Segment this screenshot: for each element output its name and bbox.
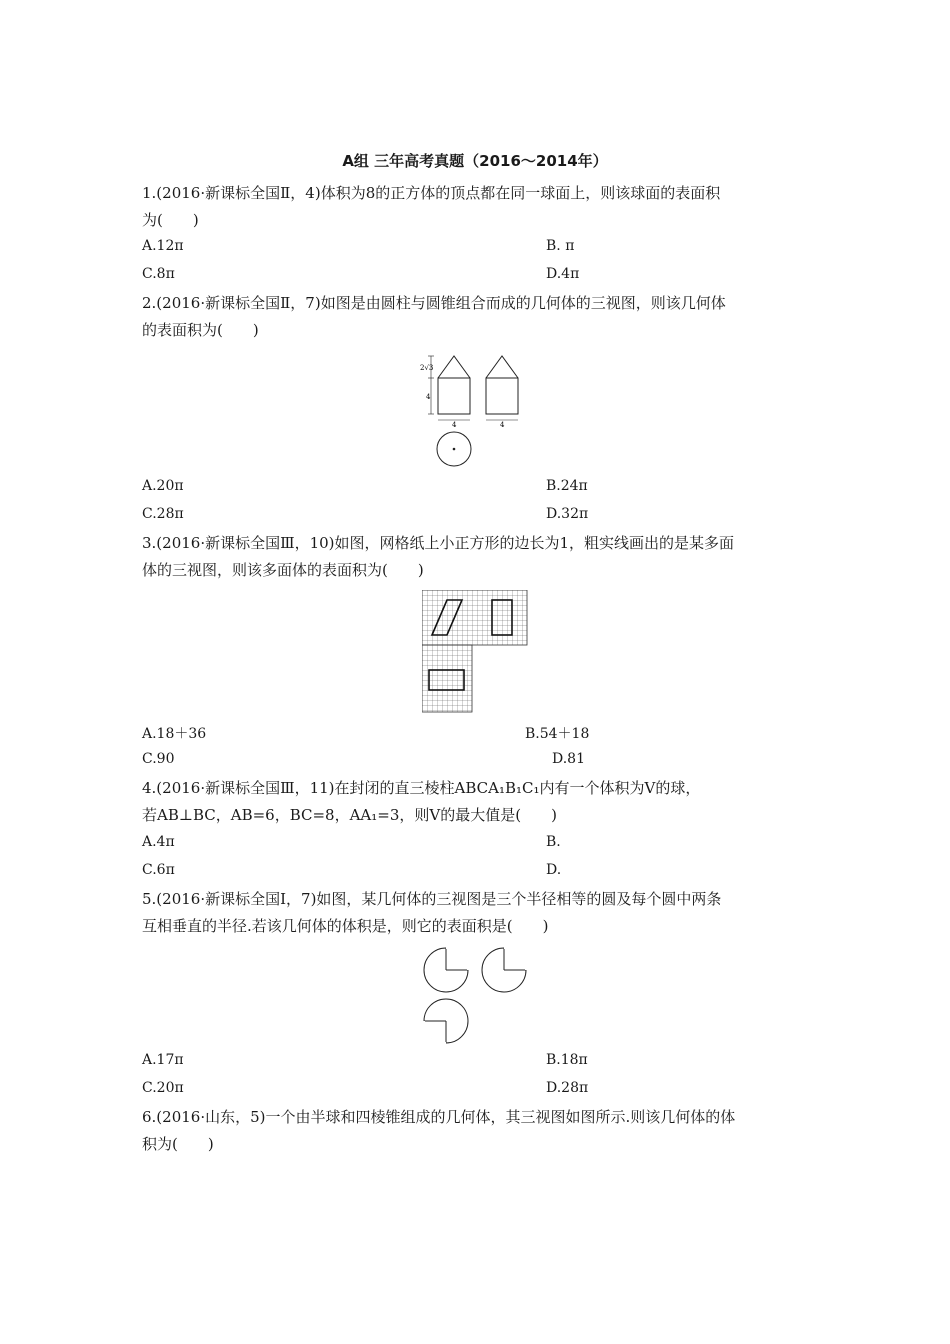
q1-option-d: D.4π	[546, 266, 580, 282]
q3-option-a: A.18＋36	[142, 726, 207, 742]
q2-label-width-front: 4	[452, 421, 457, 429]
q2-option-b: B.24π	[546, 478, 588, 494]
q1-stem-line2: 为( )	[142, 211, 199, 229]
q5-option-d: D.28π	[546, 1080, 589, 1096]
q2-option-c: C.28π	[142, 506, 184, 522]
q5-stem-line1: 5.(2016·新课标全国Ⅰ，7)如图，某几何体的三视图是三个半径相等的圆及每个圆中两条	[142, 890, 722, 908]
q5-option-c: C.20π	[142, 1080, 184, 1096]
q1-option-b: B. π	[546, 238, 575, 254]
q4-stem-line2: 若AB⊥BC，AB=6，BC=8，AA₁=3，则V的最大值是( )	[142, 806, 557, 824]
q5-option-b: B.18π	[546, 1052, 588, 1068]
q2-option-d: D.32π	[546, 506, 589, 522]
q6-stem-line2: 积为( )	[142, 1135, 214, 1153]
q3-grid-figure	[422, 590, 532, 715]
q2-label-cyl-height: 4	[426, 393, 431, 401]
q4-option-a: A.4π	[142, 834, 175, 850]
q3-option-b: B.54＋18	[525, 726, 590, 742]
q3-stem-line1: 3.(2016·新课标全国Ⅲ，10)如图，网格纸上小正方形的边长为1，粗实线画出的是某多面	[142, 534, 735, 552]
q1-stem-line1: 1.(2016·新课标全国Ⅱ，4)体积为8的正方体的顶点都在同一球面上，则该球面的表面积	[142, 184, 721, 202]
q5-option-a: A.17π	[142, 1052, 184, 1068]
q4-option-d: D.	[546, 862, 562, 878]
q2-label-cone-height: 2√3	[420, 364, 434, 372]
q5-stem-line2: 互相垂直的半径.若该几何体的体积是，则它的表面积是( )	[142, 917, 549, 935]
q2-stem-line1: 2.(2016·新课标全国Ⅱ，7)如图是由圆柱与圆锥组合而成的几何体的三视图，则该几何体	[142, 294, 726, 312]
q4-option-c: C.6π	[142, 862, 175, 878]
q4-option-b: B.	[546, 834, 561, 850]
q3-option-c: C.90	[142, 751, 175, 767]
q5-three-circle-figure	[420, 944, 535, 1049]
section-title: A组 三年高考真题（2016～2014年）	[342, 152, 608, 170]
q1-option-a: A.12π	[142, 238, 184, 254]
q2-label-width-side: 4	[500, 421, 505, 429]
q2-three-view-figure	[418, 348, 538, 468]
q4-stem-line1: 4.(2016·新课标全国Ⅲ，11)在封闭的直三棱柱ABCA₁B₁C₁内有一个体积为V的球，	[142, 779, 701, 797]
q2-option-a: A.20π	[142, 478, 184, 494]
q3-stem-line2: 体的三视图，则该多面体的表面积为( )	[142, 561, 424, 579]
q6-stem-line1: 6.(2016·山东，5)一个由半球和四棱锥组成的几何体，其三视图如图所示.则该几何体的体	[142, 1108, 736, 1126]
q1-option-c: C.8π	[142, 266, 175, 282]
q2-stem-line2: 的表面积为( )	[142, 321, 259, 339]
q3-option-d: D.81	[552, 751, 585, 767]
